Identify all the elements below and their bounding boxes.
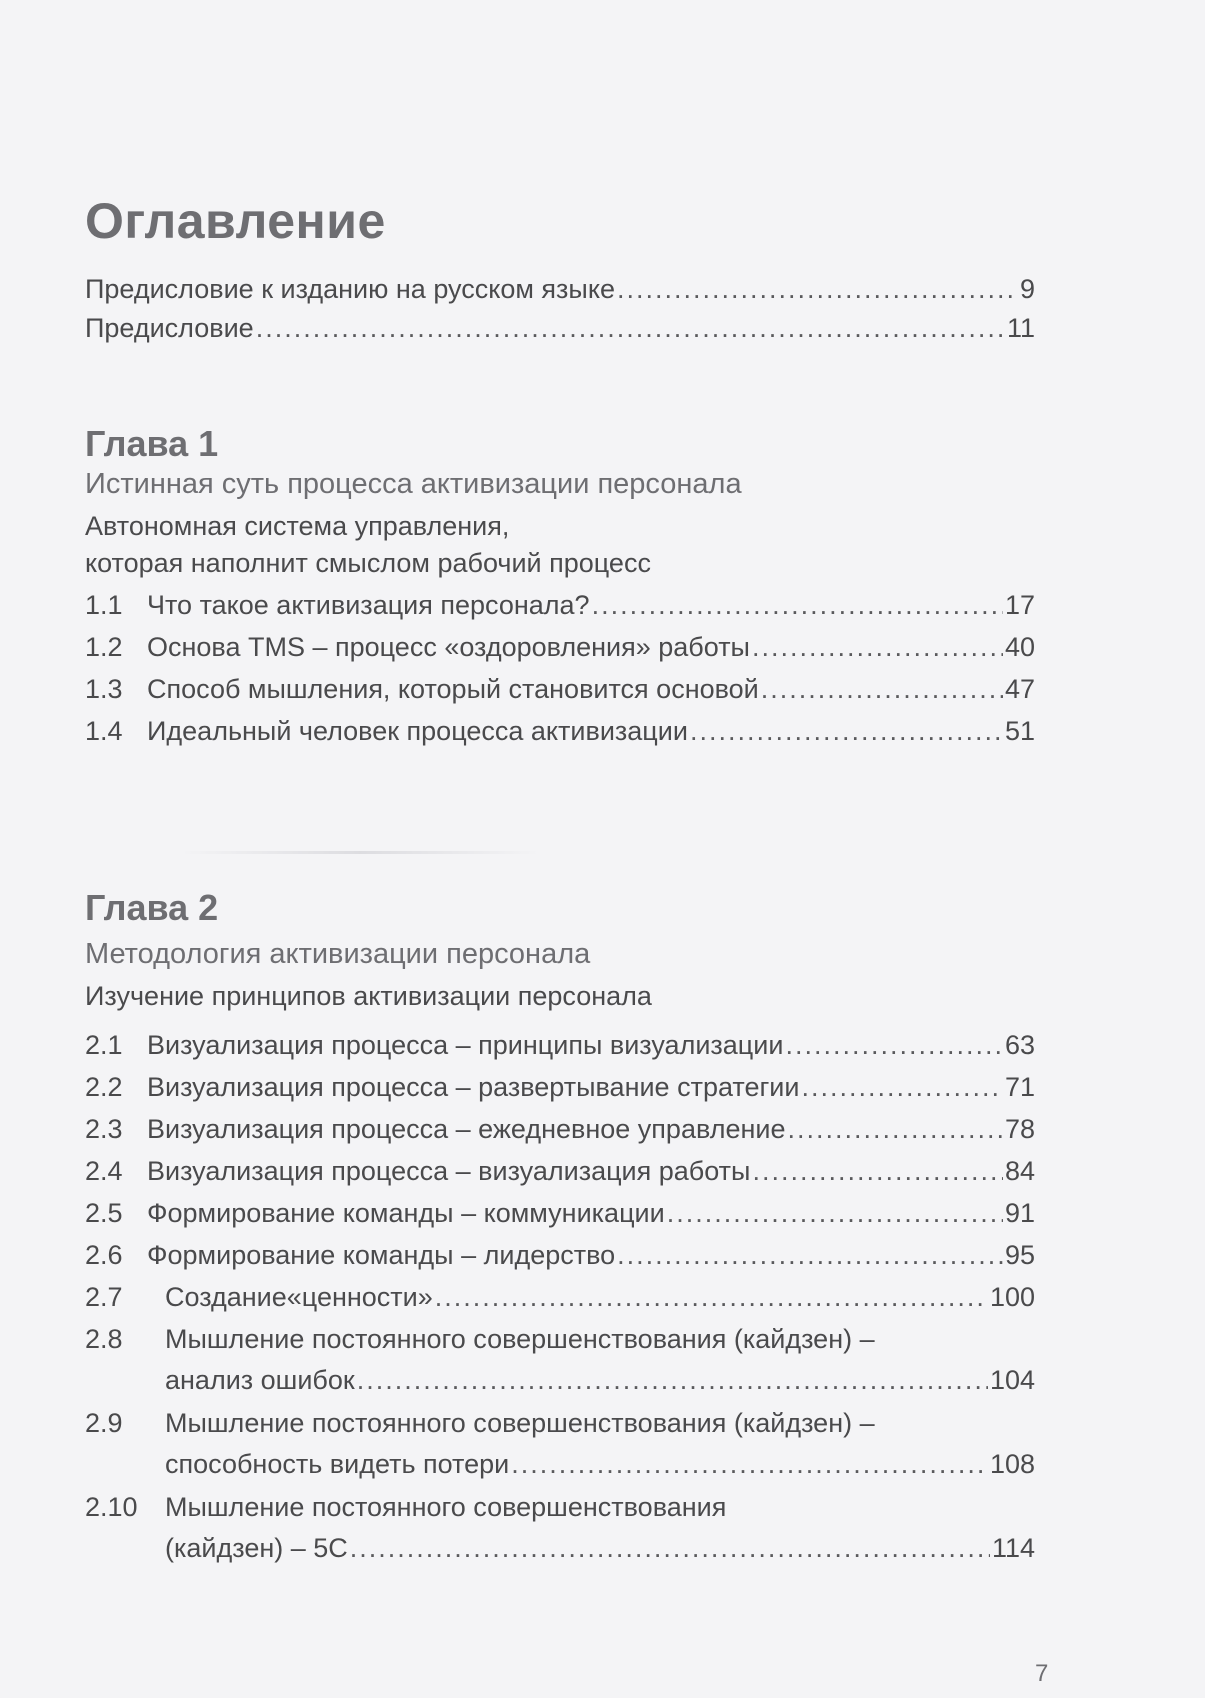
chapter-1-subtitle-line-1: Автономная система управления, <box>85 511 510 541</box>
dot-leader <box>761 672 1003 706</box>
toc-entry-2-6 <box>85 1238 1035 1272</box>
entry-page: 78 <box>1004 1114 1035 1144</box>
toc-entry-2-1 <box>85 1028 1035 1062</box>
entry-text: Визуализация процесса – развертывание стратегии <box>147 1072 800 1102</box>
dot-leader <box>350 1531 990 1565</box>
dot-leader <box>667 1196 1003 1230</box>
toc-entry-2-2 <box>85 1070 1035 1104</box>
entry-page: 104 <box>989 1365 1035 1395</box>
entry-page: 100 <box>989 1282 1035 1312</box>
paper-mark <box>180 851 540 854</box>
toc-entry-2-8-line-1 <box>85 1322 875 1356</box>
dot-leader <box>435 1280 988 1314</box>
toc-entry-2-9 <box>165 1447 1035 1481</box>
entry-text: Что такое активизация персонала? <box>147 590 590 620</box>
entry-text: Идеальный человек процесса активизации <box>147 716 688 746</box>
entry-page: 51 <box>1004 716 1035 746</box>
dot-leader <box>511 1447 988 1481</box>
chapter-2-subtitle-line-1: Изучение принципов активизации персонала <box>85 981 652 1011</box>
dot-leader <box>256 311 1005 345</box>
entry-page: 71 <box>1004 1072 1035 1102</box>
entry-number: 2.1 <box>85 1030 123 1060</box>
chapter-1-subtitle-line-2: которая наполнит смыслом рабочий процесс <box>85 548 651 578</box>
entry-page: 108 <box>989 1449 1035 1479</box>
entry-page: 95 <box>1004 1240 1035 1270</box>
entry-text: Мышление постоянного совершенствования (кайдзен) – <box>165 1324 875 1354</box>
entry-text: (кайдзен) – 5С <box>165 1533 348 1563</box>
entry-page: 91 <box>1004 1198 1035 1228</box>
entry-page: 9 <box>1019 274 1035 304</box>
entry-text: Формирование команды – коммуникации <box>147 1198 665 1228</box>
entry-page: 63 <box>1004 1030 1035 1060</box>
entry-text: Создание«ценности» <box>165 1282 433 1312</box>
toc-entry-2-9-line-1 <box>85 1406 875 1440</box>
entry-text: Формирование команды – лидерство <box>147 1240 616 1270</box>
entry-number: 1.3 <box>85 674 123 704</box>
entry-text: способность видеть потери <box>165 1449 510 1479</box>
entry-number: 1.2 <box>85 632 123 662</box>
entry-text: Визуализация процесса – принципы визуализации <box>147 1030 784 1060</box>
toc-entry-2-10 <box>165 1531 1035 1565</box>
toc-entry-foreword <box>85 311 1035 345</box>
toc-entry-foreword-russian <box>85 272 1035 306</box>
toc-entry-2-8 <box>165 1363 1035 1397</box>
entry-text: Основа TMS – процесс «оздоровления» работы <box>147 632 750 662</box>
entry-number: 2.8 <box>85 1324 123 1354</box>
entry-page: 11 <box>1006 313 1035 343</box>
toc-entry-2-3 <box>85 1112 1035 1146</box>
entry-page: 84 <box>1004 1156 1035 1186</box>
toc-entry-2-10-line-1 <box>85 1490 726 1524</box>
toc-entry-1-1 <box>85 588 1035 622</box>
toc-entry-2-5 <box>85 1196 1035 1230</box>
entry-page: 17 <box>1004 590 1035 620</box>
entry-page: 47 <box>1004 674 1035 704</box>
entry-text: Мышление постоянного совершенствования <box>165 1492 727 1522</box>
entry-number: 2.7 <box>85 1282 123 1312</box>
dot-leader <box>617 1238 1003 1272</box>
toc-entry-1-3 <box>85 672 1035 706</box>
entry-page: 40 <box>1004 632 1035 662</box>
dot-leader <box>592 588 1003 622</box>
entry-number: 1.4 <box>85 716 123 746</box>
chapter-2-label: Глава 2 <box>85 887 219 928</box>
toc-title: Оглавление <box>85 193 386 249</box>
entry-page: 114 <box>991 1533 1035 1563</box>
toc-entry-2-4 <box>85 1154 1035 1188</box>
chapter-1-label: Глава 1 <box>85 423 219 464</box>
entry-text: Способ мышления, который становится основой <box>147 674 759 704</box>
entry-number: 2.3 <box>85 1114 123 1144</box>
dot-leader <box>357 1363 988 1397</box>
toc-entry-1-2 <box>85 630 1035 664</box>
entry-number: 2.4 <box>85 1156 123 1186</box>
entry-text: Предисловие <box>85 313 254 343</box>
chapter-2-title: Методология активизации персонала <box>85 938 591 970</box>
dot-leader <box>617 272 1018 306</box>
entry-text: анализ ошибок <box>165 1365 355 1395</box>
entry-number: 2.6 <box>85 1240 123 1270</box>
entry-text: Визуализация процесса – визуализация работы <box>147 1156 751 1186</box>
entry-number: 2.2 <box>85 1072 123 1102</box>
entry-text: Визуализация процесса – ежедневное управление <box>147 1114 786 1144</box>
dot-leader <box>752 1154 1003 1188</box>
entry-number: 2.10 <box>85 1492 138 1522</box>
dot-leader <box>752 630 1003 664</box>
entry-number: 1.1 <box>85 590 123 620</box>
toc-entry-1-4 <box>85 714 1035 748</box>
entry-text: Мышление постоянного совершенствования (кайдзен) – <box>165 1408 875 1438</box>
dot-leader <box>690 714 1003 748</box>
dot-leader <box>801 1070 1002 1104</box>
entry-number: 2.9 <box>85 1408 123 1438</box>
toc-entry-2-7 <box>85 1280 1035 1314</box>
entry-text: Предисловие к изданию на русском языке <box>85 274 615 304</box>
page-number: 7 <box>1035 1660 1049 1687</box>
dot-leader <box>785 1028 1003 1062</box>
chapter-1-title: Истинная суть процесса активизации персонала <box>85 468 742 500</box>
dot-leader <box>787 1112 1002 1146</box>
entry-number: 2.5 <box>85 1198 123 1228</box>
